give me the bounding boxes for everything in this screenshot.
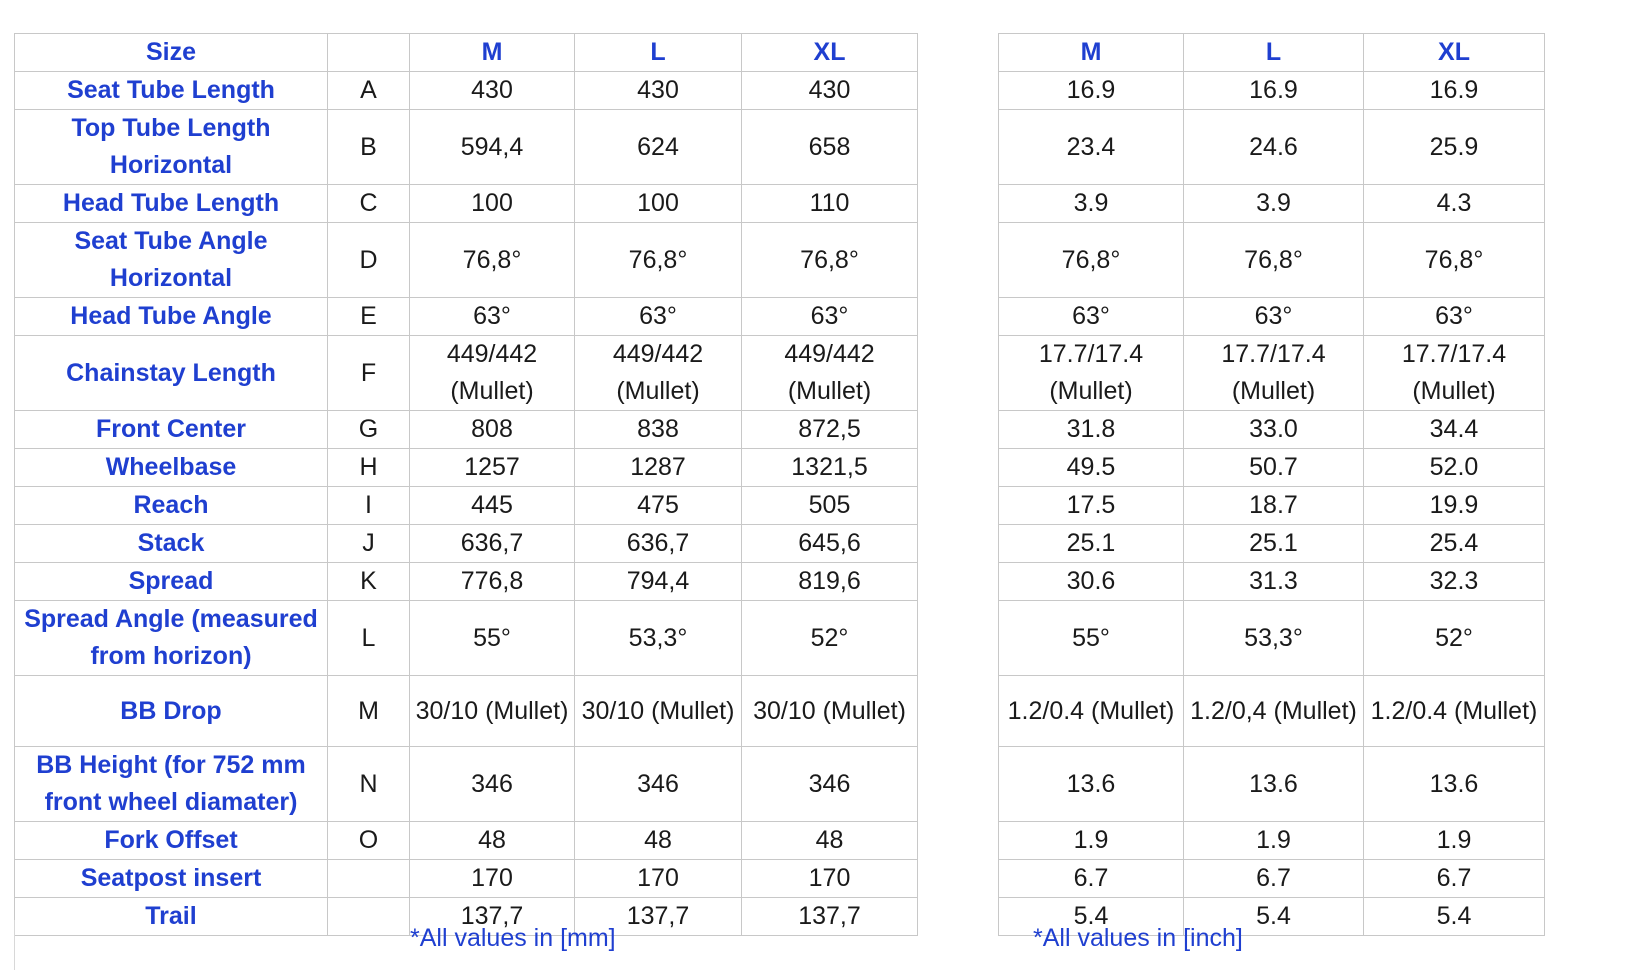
size-header: Size <box>15 34 328 72</box>
inch-value-cell: 5.4 <box>1184 898 1364 936</box>
row-code: B <box>328 110 410 185</box>
row-code: H <box>328 449 410 487</box>
inch-value-cell: 13.6 <box>1364 747 1545 822</box>
row-code: N <box>328 747 410 822</box>
inch-value-cell: 23.4 <box>999 110 1184 185</box>
table-row <box>15 525 1545 563</box>
mm-value-cell: 430 <box>575 72 742 110</box>
inch-value-cell: 33.0 <box>1184 411 1364 449</box>
inch-value-cell: 76,8° <box>1184 223 1364 298</box>
inch-value-cell: 52.0 <box>1364 449 1545 487</box>
row-label: Seat Tube Length <box>15 72 328 110</box>
mm-value-cell: 1321,5 <box>742 449 918 487</box>
inch-value-cell: 17.7/17.4 (Mullet) <box>999 336 1184 411</box>
column-gap <box>918 72 999 110</box>
mm-value-cell: 76,8° <box>575 223 742 298</box>
inch-value-cell: 25.9 <box>1364 110 1545 185</box>
mm-value-cell: 63° <box>410 298 575 336</box>
inch-value-cell: 76,8° <box>1364 223 1545 298</box>
mm-value-cell: 838 <box>575 411 742 449</box>
row-code: J <box>328 525 410 563</box>
row-code: E <box>328 298 410 336</box>
mm-value-cell: 170 <box>410 860 575 898</box>
mm-value-cell: 30/10 (Mullet) <box>575 676 742 747</box>
row-label: Trail <box>15 898 328 936</box>
row-code: K <box>328 563 410 601</box>
row-label: Chainstay Length <box>15 336 328 411</box>
row-label: Wheelbase <box>15 449 328 487</box>
mm-value-cell: 76,8° <box>410 223 575 298</box>
column-gap <box>918 298 999 336</box>
mm-value-cell: 636,7 <box>410 525 575 563</box>
column-gap <box>918 747 999 822</box>
inch-value-cell: 31.8 <box>999 411 1184 449</box>
inch-value-cell: 25.1 <box>999 525 1184 563</box>
inch-value-cell: 1.2/0,4 (Mullet) <box>1184 676 1364 747</box>
table-row <box>15 563 1545 601</box>
table-row <box>15 601 1545 676</box>
row-code: D <box>328 223 410 298</box>
inch-value-cell: 63° <box>1184 298 1364 336</box>
row-code: F <box>328 336 410 411</box>
table-row <box>15 487 1545 525</box>
mm-value-cell: 658 <box>742 110 918 185</box>
inch-value-cell: 3.9 <box>999 185 1184 223</box>
inch-value-cell: 55° <box>999 601 1184 676</box>
inch-value-cell: 6.7 <box>999 860 1184 898</box>
inch-value-cell: 31.3 <box>1184 563 1364 601</box>
inch-value-cell: 25.4 <box>1364 525 1545 563</box>
column-gap <box>918 898 999 936</box>
inch-value-cell: 76,8° <box>999 223 1184 298</box>
mm-footnote: *All values in [mm] <box>410 924 616 952</box>
mm-size-header: L <box>575 34 742 72</box>
inch-value-cell: 19.9 <box>1364 487 1545 525</box>
mm-value-cell: 63° <box>575 298 742 336</box>
inch-value-cell: 1.9 <box>1184 822 1364 860</box>
geometry-rows <box>15 72 1545 936</box>
inch-value-cell: 34.4 <box>1364 411 1545 449</box>
inch-value-cell: 63° <box>1364 298 1545 336</box>
column-gap <box>918 601 999 676</box>
mm-value-cell: 475 <box>575 487 742 525</box>
mm-value-cell: 53,3° <box>575 601 742 676</box>
row-label: Spread <box>15 563 328 601</box>
mm-size-header: XL <box>742 34 918 72</box>
mm-value-cell: 110 <box>742 185 918 223</box>
column-gap <box>918 185 999 223</box>
row-label: Seat Tube Angle Horizontal <box>15 223 328 298</box>
mm-value-cell: 808 <box>410 411 575 449</box>
inch-value-cell: 4.3 <box>1364 185 1545 223</box>
mm-value-cell: 449/442 (Mullet) <box>742 336 918 411</box>
inch-value-cell: 16.9 <box>999 72 1184 110</box>
table-row <box>15 336 1545 411</box>
table-row <box>15 898 1545 936</box>
row-code: L <box>328 601 410 676</box>
mm-value-cell: 449/442 (Mullet) <box>575 336 742 411</box>
mm-value-cell: 52° <box>742 601 918 676</box>
mm-value-cell: 449/442 (Mullet) <box>410 336 575 411</box>
mm-value-cell: 505 <box>742 487 918 525</box>
mm-value-cell: 819,6 <box>742 563 918 601</box>
column-gap <box>918 860 999 898</box>
row-code <box>328 898 410 936</box>
mm-value-cell: 645,6 <box>742 525 918 563</box>
table-row <box>15 110 1545 185</box>
inch-value-cell: 5.4 <box>1364 898 1545 936</box>
mm-value-cell: 636,7 <box>575 525 742 563</box>
inch-value-cell: 49.5 <box>999 449 1184 487</box>
inch-value-cell: 63° <box>999 298 1184 336</box>
column-gap <box>918 525 999 563</box>
row-label: Head Tube Length <box>15 185 328 223</box>
mm-value-cell: 137,7 <box>742 898 918 936</box>
inch-value-cell: 17.5 <box>999 487 1184 525</box>
mm-value-cell: 445 <box>410 487 575 525</box>
inch-value-cell: 1.2/0.4 (Mullet) <box>1364 676 1545 747</box>
mm-value-cell: 346 <box>410 747 575 822</box>
mm-value-cell: 624 <box>575 110 742 185</box>
row-label: Fork Offset <box>15 822 328 860</box>
mm-value-cell: 30/10 (Mullet) <box>742 676 918 747</box>
column-gap <box>918 336 999 411</box>
mm-value-cell: 170 <box>575 860 742 898</box>
mm-value-cell: 100 <box>410 185 575 223</box>
row-code: G <box>328 411 410 449</box>
mm-value-cell: 1287 <box>575 449 742 487</box>
mm-value-cell: 100 <box>575 185 742 223</box>
row-code: M <box>328 676 410 747</box>
inch-value-cell: 1.9 <box>999 822 1184 860</box>
inch-value-cell: 17.7/17.4 (Mullet) <box>1364 336 1545 411</box>
column-gap <box>918 487 999 525</box>
column-gap <box>918 34 999 72</box>
inch-value-cell: 1.9 <box>1364 822 1545 860</box>
mm-value-cell: 872,5 <box>742 411 918 449</box>
mm-value-cell: 137,7 <box>575 898 742 936</box>
inch-size-header: M <box>999 34 1184 72</box>
inch-value-cell: 13.6 <box>999 747 1184 822</box>
mm-size-header: M <box>410 34 575 72</box>
mm-value-cell: 48 <box>742 822 918 860</box>
mm-value-cell: 55° <box>410 601 575 676</box>
row-label: Seatpost insert <box>15 860 328 898</box>
column-gap <box>918 223 999 298</box>
mm-value-cell: 48 <box>575 822 742 860</box>
table-row <box>15 185 1545 223</box>
mm-value-cell: 137,7 <box>410 898 575 936</box>
row-label: Head Tube Angle <box>15 298 328 336</box>
inch-size-header: XL <box>1364 34 1545 72</box>
inch-value-cell: 17.7/17.4 (Mullet) <box>1184 336 1364 411</box>
inch-value-cell: 53,3° <box>1184 601 1364 676</box>
mm-value-cell: 63° <box>742 298 918 336</box>
row-code: C <box>328 185 410 223</box>
column-gap <box>918 411 999 449</box>
inch-value-cell: 5.4 <box>999 898 1184 936</box>
table-row <box>15 298 1545 336</box>
row-label: Front Center <box>15 411 328 449</box>
code-header <box>328 34 410 72</box>
mm-value-cell: 1257 <box>410 449 575 487</box>
column-gap <box>918 110 999 185</box>
mm-value-cell: 76,8° <box>742 223 918 298</box>
mm-value-cell: 594,4 <box>410 110 575 185</box>
mm-value-cell: 794,4 <box>575 563 742 601</box>
row-label: BB Drop <box>15 676 328 747</box>
row-code: A <box>328 72 410 110</box>
table-row <box>15 676 1545 747</box>
inch-value-cell: 3.9 <box>1184 185 1364 223</box>
header-row <box>15 34 1545 72</box>
table-row <box>15 411 1545 449</box>
table-row <box>15 747 1545 822</box>
inch-value-cell: 6.7 <box>1184 860 1364 898</box>
inch-value-cell: 25.1 <box>1184 525 1364 563</box>
row-label: Reach <box>15 487 328 525</box>
inch-value-cell: 16.9 <box>1184 72 1364 110</box>
column-gap <box>918 822 999 860</box>
inch-value-cell: 30.6 <box>999 563 1184 601</box>
inch-value-cell: 1.2/0.4 (Mullet) <box>999 676 1184 747</box>
row-label: Spread Angle (measured from horizon) <box>15 601 328 676</box>
mm-value-cell: 48 <box>410 822 575 860</box>
inch-value-cell: 24.6 <box>1184 110 1364 185</box>
inch-size-header: L <box>1184 34 1364 72</box>
mm-value-cell: 346 <box>575 747 742 822</box>
row-label: Top Tube Length Horizontal <box>15 110 328 185</box>
geometry-sheet <box>14 33 1545 936</box>
row-label: Stack <box>15 525 328 563</box>
mm-value-cell: 430 <box>742 72 918 110</box>
column-gap <box>918 563 999 601</box>
inch-value-cell: 32.3 <box>1364 563 1545 601</box>
inch-footnote: *All values in [inch] <box>1033 924 1243 952</box>
mm-value-cell: 776,8 <box>410 563 575 601</box>
column-gap <box>918 676 999 747</box>
row-label: BB Height (for 752 mm front wheel diamater) <box>15 747 328 822</box>
table-row <box>15 449 1545 487</box>
mm-value-cell: 30/10 (Mullet) <box>410 676 575 747</box>
table-row <box>15 822 1545 860</box>
mm-value-cell: 346 <box>742 747 918 822</box>
row-code: O <box>328 822 410 860</box>
column-gap <box>918 449 999 487</box>
row-code: I <box>328 487 410 525</box>
mm-value-cell: 430 <box>410 72 575 110</box>
inch-value-cell: 52° <box>1364 601 1545 676</box>
table-row <box>15 223 1545 298</box>
row-code <box>328 860 410 898</box>
table-row <box>15 72 1545 110</box>
inch-value-cell: 18.7 <box>1184 487 1364 525</box>
margin-line <box>14 920 15 970</box>
inch-value-cell: 6.7 <box>1364 860 1545 898</box>
inch-value-cell: 50.7 <box>1184 449 1364 487</box>
mm-value-cell: 170 <box>742 860 918 898</box>
geometry-table <box>14 33 1545 936</box>
table-row <box>15 860 1545 898</box>
inch-value-cell: 13.6 <box>1184 747 1364 822</box>
inch-value-cell: 16.9 <box>1364 72 1545 110</box>
